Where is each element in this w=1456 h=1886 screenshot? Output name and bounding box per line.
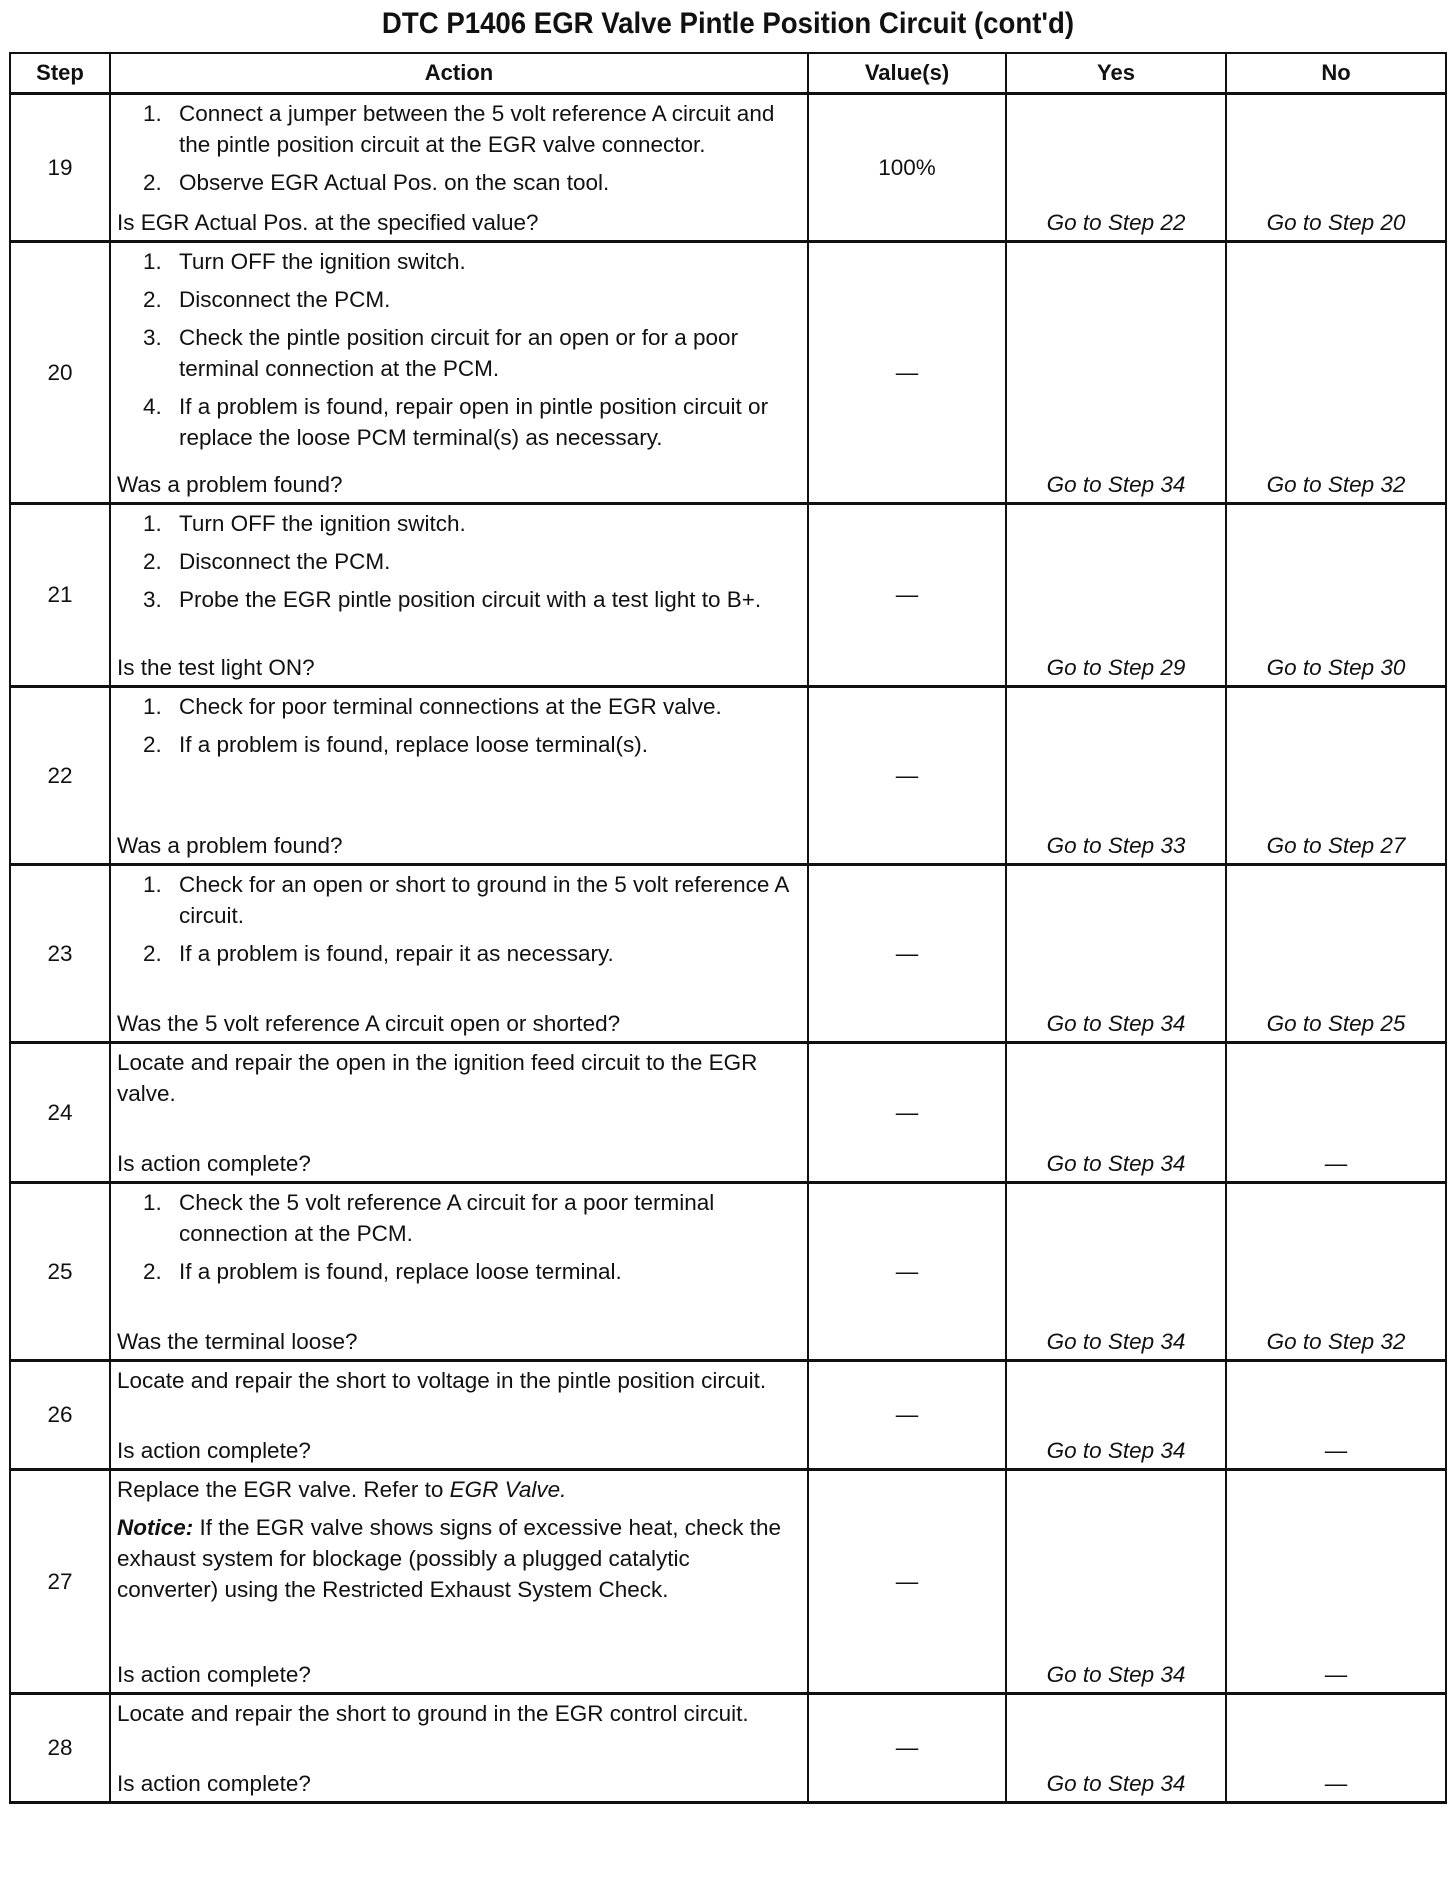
action-steps xyxy=(117,691,797,760)
action-cell xyxy=(110,1694,808,1803)
step-number: 26 xyxy=(10,1361,110,1470)
action-item: 1. Check for poor terminal connections at the EGR valve. xyxy=(143,694,722,719)
action-item: 3. Probe the EGR pintle position circuit with a test light to B+. xyxy=(143,587,762,612)
no-cell xyxy=(1226,1043,1446,1183)
page-title: DTC P1406 EGR Valve Pintle Position Circuit (cont'd) xyxy=(381,7,1075,40)
action-item: 3. Check the pintle position circuit for an open or for a poor terminal connection at the PCM. xyxy=(143,325,739,381)
table-row xyxy=(10,1694,1446,1803)
step-number: 24 xyxy=(10,1043,110,1183)
action-item: 2. If a problem is found, repair it as necessary. xyxy=(143,941,614,966)
action-steps xyxy=(117,246,797,453)
notice-paragraph xyxy=(117,1512,797,1605)
action-text: Locate and repair the short to voltage in the pintle position circuit. xyxy=(117,1368,767,1393)
yes-outcome: Go to Step 29 xyxy=(1046,655,1186,680)
action-item: 2. If a problem is found, replace loose terminal(s). xyxy=(143,732,648,757)
step-number: 25 xyxy=(10,1183,110,1361)
notice-label: Notice: xyxy=(117,1515,194,1540)
action-item: 4. If a problem is found, repair open in pintle position circuit or replace the loose PCM terminal(s) as necessary. xyxy=(143,394,769,450)
header-values: Value(s) xyxy=(808,53,1006,94)
action-item-text: If a problem is found, replace loose terminal. xyxy=(179,1259,622,1284)
reference-link-text: EGR Valve. xyxy=(449,1477,567,1502)
action-item: 1. Turn OFF the ignition switch. xyxy=(143,511,466,536)
header-step: Step xyxy=(10,53,110,94)
step-number: 22 xyxy=(10,687,110,865)
action-item-text: Probe the EGR pintle position circuit with a test light to B+. xyxy=(179,587,762,612)
action-question: Is EGR Actual Pos. at the specified value? xyxy=(117,210,539,235)
no-outcome: — xyxy=(1324,1662,1348,1687)
action-cell xyxy=(110,865,808,1043)
value-cell: — xyxy=(808,865,1006,1043)
action-cell xyxy=(110,1470,808,1694)
no-outcome: Go to Step 20 xyxy=(1266,210,1406,235)
no-outcome: — xyxy=(1324,1771,1348,1796)
value-cell: — xyxy=(808,1694,1006,1803)
action-question: Is action complete? xyxy=(117,1151,311,1176)
step-number: 20 xyxy=(10,242,110,504)
no-outcome: Go to Step 27 xyxy=(1266,833,1406,858)
table-row xyxy=(10,242,1446,504)
yes-outcome: Go to Step 34 xyxy=(1046,1438,1186,1463)
table-row xyxy=(10,1183,1446,1361)
action-question: Is action complete? xyxy=(117,1662,311,1687)
action-item-text: Turn OFF the ignition switch. xyxy=(179,511,466,536)
yes-cell xyxy=(1006,1043,1226,1183)
notice-text: If the EGR valve shows signs of excessive heat, check the exhaust system for blockage (possibly a plugged catalytic converter) using the Restricted Exhaust System Check. xyxy=(117,1515,782,1602)
action-item: 1. Check for an open or short to ground in the 5 volt reference A circuit. xyxy=(143,872,789,928)
yes-outcome: Go to Step 34 xyxy=(1046,472,1186,497)
action-item: 1. Check the 5 volt reference A circuit for a poor terminal connection at the PCM. xyxy=(143,1190,715,1246)
yes-outcome: Go to Step 33 xyxy=(1046,833,1186,858)
table-row xyxy=(10,1470,1446,1694)
yes-cell xyxy=(1006,504,1226,687)
action-question: Is action complete? xyxy=(117,1438,311,1463)
yes-cell xyxy=(1006,242,1226,504)
table-row xyxy=(10,1043,1446,1183)
no-cell xyxy=(1226,242,1446,504)
yes-cell xyxy=(1006,687,1226,865)
table-row xyxy=(10,687,1446,865)
action-cell xyxy=(110,687,808,865)
action-item: 1. Connect a jumper between the 5 volt reference A circuit and the pintle position circuit at the EGR valve connector. xyxy=(143,101,775,157)
action-steps xyxy=(117,869,797,969)
no-cell xyxy=(1226,1183,1446,1361)
action-item-text: Disconnect the PCM. xyxy=(179,549,391,574)
action-item: 2. Disconnect the PCM. xyxy=(143,549,391,574)
yes-cell xyxy=(1006,865,1226,1043)
no-outcome: Go to Step 25 xyxy=(1266,1011,1406,1036)
step-number: 21 xyxy=(10,504,110,687)
yes-cell xyxy=(1006,1183,1226,1361)
action-item-text: Check the pintle position circuit for an open or for a poor terminal connection at the PCM. xyxy=(179,325,739,381)
action-item-text: Connect a jumper between the 5 volt reference A circuit and the pintle position circuit at the EGR valve connector. xyxy=(179,101,775,157)
action-item-text: Observe EGR Actual Pos. on the scan tool. xyxy=(179,170,610,195)
no-cell xyxy=(1226,1361,1446,1470)
step-number: 23 xyxy=(10,865,110,1043)
action-steps xyxy=(117,98,797,198)
yes-cell xyxy=(1006,94,1226,242)
step-number: 28 xyxy=(10,1694,110,1803)
action-cell xyxy=(110,1361,808,1470)
step-number: 19 xyxy=(10,94,110,242)
action-text: Locate and repair the open in the ignition feed circuit to the EGR valve. xyxy=(117,1050,758,1106)
action-item-text: Turn OFF the ignition switch. xyxy=(179,249,466,274)
value-cell: — xyxy=(808,1043,1006,1183)
table-row xyxy=(10,504,1446,687)
no-outcome: — xyxy=(1324,1151,1348,1176)
action-item-text: If a problem is found, repair open in pintle position circuit or replace the loose PCM terminal(s) as necessary. xyxy=(179,394,769,450)
action-question: Was the 5 volt reference A circuit open or shorted? xyxy=(117,1011,621,1036)
yes-outcome: Go to Step 34 xyxy=(1046,1771,1186,1796)
action-text xyxy=(117,1474,797,1505)
no-cell xyxy=(1226,687,1446,865)
no-cell xyxy=(1226,1694,1446,1803)
action-cell xyxy=(110,1043,808,1183)
action-item-text: Check for an open or short to ground in the 5 volt reference A circuit. xyxy=(179,872,789,928)
yes-outcome: Go to Step 34 xyxy=(1046,1662,1186,1687)
action-item: 2. Observe EGR Actual Pos. on the scan tool. xyxy=(143,170,610,195)
value-cell: — xyxy=(808,687,1006,865)
yes-outcome: Go to Step 34 xyxy=(1046,1151,1186,1176)
dtc-table xyxy=(9,52,1447,1804)
action-question: Was a problem found? xyxy=(117,472,343,497)
no-cell xyxy=(1226,94,1446,242)
header-no: No xyxy=(1226,53,1446,94)
action-item: 1. Turn OFF the ignition switch. xyxy=(143,249,466,274)
no-outcome: — xyxy=(1324,1438,1348,1463)
value-cell: — xyxy=(808,242,1006,504)
action-item-text: Check for poor terminal connections at the EGR valve. xyxy=(179,694,722,719)
action-item: 2. Disconnect the PCM. xyxy=(143,287,391,312)
value-cell: — xyxy=(808,1361,1006,1470)
yes-cell xyxy=(1006,1361,1226,1470)
no-outcome: Go to Step 30 xyxy=(1266,655,1406,680)
no-cell xyxy=(1226,504,1446,687)
value-cell: — xyxy=(808,1183,1006,1361)
table-row xyxy=(10,94,1446,242)
action-text: Locate and repair the short to ground in the EGR control circuit. xyxy=(117,1701,749,1726)
no-cell xyxy=(1226,1470,1446,1694)
action-item-text: If a problem is found, repair it as necessary. xyxy=(179,941,614,966)
action-steps xyxy=(117,508,797,615)
yes-outcome: Go to Step 34 xyxy=(1046,1329,1186,1354)
action-cell xyxy=(110,504,808,687)
action-cell xyxy=(110,242,808,504)
value-cell: — xyxy=(808,504,1006,687)
action-item: 2. If a problem is found, replace loose terminal. xyxy=(143,1259,622,1284)
action-text-pre: Replace the EGR valve. Refer to xyxy=(117,1477,450,1502)
step-number: 27 xyxy=(10,1470,110,1694)
action-cell xyxy=(110,94,808,242)
header-row xyxy=(10,53,1446,94)
yes-outcome: Go to Step 34 xyxy=(1046,1011,1186,1036)
value-cell: — xyxy=(808,1470,1006,1694)
header-action: Action xyxy=(110,53,808,94)
yes-cell xyxy=(1006,1694,1226,1803)
no-cell xyxy=(1226,865,1446,1043)
action-item-text: Check the 5 volt reference A circuit for a poor terminal connection at the PCM. xyxy=(179,1190,715,1246)
header-yes: Yes xyxy=(1006,53,1226,94)
table-row xyxy=(10,865,1446,1043)
yes-outcome: Go to Step 22 xyxy=(1046,210,1186,235)
action-question: Is the test light ON? xyxy=(117,655,315,680)
action-item-text: Disconnect the PCM. xyxy=(179,287,391,312)
action-cell xyxy=(110,1183,808,1361)
action-steps xyxy=(117,1187,797,1287)
table-row xyxy=(10,1361,1446,1470)
action-question: Is action complete? xyxy=(117,1771,311,1796)
no-outcome: Go to Step 32 xyxy=(1266,472,1406,497)
action-question: Was a problem found? xyxy=(117,833,343,858)
action-question: Was the terminal loose? xyxy=(117,1329,358,1354)
value-cell: 100% xyxy=(808,94,1006,242)
action-item-text: If a problem is found, replace loose terminal(s). xyxy=(179,732,648,757)
no-outcome: Go to Step 32 xyxy=(1266,1329,1406,1354)
yes-cell xyxy=(1006,1470,1226,1694)
